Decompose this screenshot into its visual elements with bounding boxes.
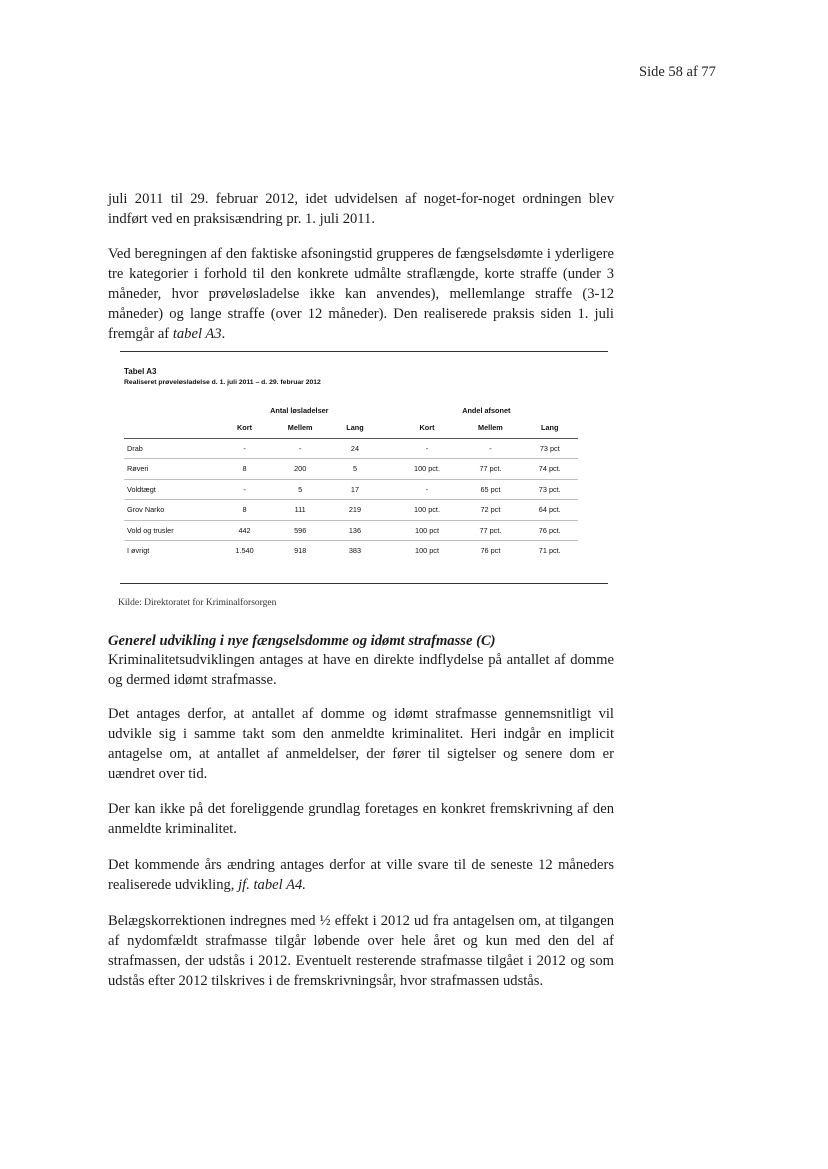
table-cell: 24 — [350, 443, 360, 453]
table-cell: - — [243, 484, 246, 494]
table-cell: 100 pct — [415, 525, 439, 535]
table-bottom-rule — [120, 583, 608, 584]
paragraph-no-projection: Der kan ikke på det foreliggende grundlag foretages en konkret fremskrivning af den anmeldte kriminalitet. — [108, 801, 614, 837]
table-cell: 77 pct. — [479, 525, 502, 535]
table-cell: - — [243, 443, 246, 453]
row-label: Vold og trusler — [127, 525, 174, 535]
row-label: Grov Narko — [127, 505, 165, 515]
paragraph-assumption: Det antages derfor, at antallet af domme og idømt strafmasse gennemsnitligt vil udvikle sig i samme takt som den anmeldte kriminalitet. Heri indgår en implicit antagelse om, at antallet af anmeldelser, der fører til sigtelser og senere dom er uændret over tid. — [108, 706, 614, 782]
table-row — [124, 438, 578, 459]
table-cell: 383 — [348, 546, 362, 556]
table-source: Kilde: Direktoratet for Kriminalforsorgen — [118, 598, 277, 608]
table-cell: 219 — [348, 505, 362, 515]
paragraph-calculation — [108, 244, 614, 344]
table-cell: - — [425, 484, 429, 494]
group-header-share-served: Andel afsonet — [462, 405, 511, 415]
section-heading: Generel udvikling i nye fængselsdomme og idømt strafmasse (C) — [108, 633, 496, 649]
data-table — [124, 402, 578, 561]
row-label: Drab — [127, 443, 143, 453]
group-header-releases: Antal løsladelser — [270, 405, 329, 415]
paragraph-period: . — [221, 326, 226, 342]
table-cell: 73 pct. — [538, 484, 561, 494]
table-cell: 200 — [294, 464, 307, 474]
table-title: Tabel A3 — [124, 367, 157, 376]
table-cell: 73 pct — [539, 443, 560, 453]
column-header: Lang — [331, 418, 378, 438]
table-cell: - — [489, 443, 492, 453]
table-top-rule — [120, 351, 608, 352]
table-row — [124, 479, 578, 500]
paragraph-intro: juli 2011 til 29. februar 2012, idet udvidelsen af noget-for-noget ordningen blev indført ved en praksisændring pr. 1. juli 2011. — [108, 191, 614, 227]
table-cell: - — [425, 443, 429, 453]
table-row — [124, 459, 578, 480]
table-cell: 76 pct. — [538, 525, 561, 535]
table-subtitle: Realiseret prøveløsladelse d. 1. juli 2011 – d. 29. februar 2012 — [124, 379, 321, 386]
table-cell: 136 — [348, 525, 362, 535]
row-label: Røveri — [127, 464, 149, 474]
table-cell: 8 — [242, 464, 247, 474]
table-cell: 72 pct — [480, 505, 501, 515]
paragraph-annual-change-text: Det kommende års ændring antages derfor at ville svare til de seneste 12 måneders realiserede udvikling, — [108, 857, 614, 893]
table-reference-a3: tabel A3 — [172, 326, 222, 342]
table-cell: 100 pct. — [414, 464, 440, 474]
table-cell: 100 pct. — [414, 505, 440, 515]
table-cell: 8 — [242, 505, 247, 515]
paragraph-occupancy-correction: Belægskorrektionen indregnes med ½ effekt i 2012 ud fra antagelsen om, at tilgangen af nydomfældt strafmasse tilgår løbende over hele året og kun med den del af strafmassen, der udstås i 2012. Eventuelt resterende strafmasse tilgået i 2012 og som udstås efter 2012 tilskrives i de fremskrivningsår, hvor strafmassen udstås. — [108, 913, 614, 989]
table-cell: 596 — [294, 525, 307, 535]
column-header: Mellem — [459, 418, 521, 438]
table-cell: 71 pct. — [538, 546, 561, 556]
table-reference-a4: jf. tabel A4. — [238, 877, 306, 893]
table-cell: 74 pct. — [538, 464, 561, 474]
table-row — [124, 520, 578, 541]
paragraph-calculation-text: Ved beregningen af den faktiske afsoningstid grupperes de fængselsdømte i yderligere tre kategorier i forhold til den konkrete udmålte straflængde, korte straffe (under 3 måneder, hvor prøveløsladelse ikke kan anvendes), mellemlange straffe (3-12 måneder) og lange straffe (over 12 måneder). Den realiserede praksis siden 1. juli fremgår af — [108, 246, 614, 342]
table-a3 — [124, 366, 578, 561]
table-cell: 918 — [294, 546, 307, 556]
paragraph-annual-change — [108, 855, 614, 895]
table-row — [124, 541, 578, 561]
paragraph-crime-trend: Kriminalitetsudviklingen antages at have en direkte indflydelse på antallet af domme og dermed idømt strafmasse. — [108, 652, 614, 688]
table-cell: 76 pct — [480, 546, 501, 556]
table-cell: 5 — [352, 464, 357, 474]
column-header: Kort — [395, 418, 460, 438]
table-cell: 100 pct — [415, 546, 439, 556]
table-cell: 64 pct. — [538, 505, 561, 515]
table-cell: 5 — [298, 484, 303, 494]
table-cell: - — [298, 443, 302, 453]
table-cell: 77 pct. — [479, 464, 502, 474]
column-header: Kort — [220, 418, 269, 438]
table-cell: 442 — [238, 525, 251, 535]
table-row — [124, 500, 578, 521]
column-header: Mellem — [269, 418, 331, 438]
table-cell: 1.540 — [235, 546, 254, 556]
row-label: Voldtægt — [127, 484, 156, 494]
page-number: Side 58 af 77 — [639, 64, 716, 80]
table-cell: 111 — [294, 505, 306, 515]
table-cell: 17 — [350, 484, 360, 494]
column-header: Lang — [522, 418, 578, 438]
row-label: I øvrigt — [127, 546, 150, 556]
table-cell: 65 pct — [480, 484, 501, 494]
